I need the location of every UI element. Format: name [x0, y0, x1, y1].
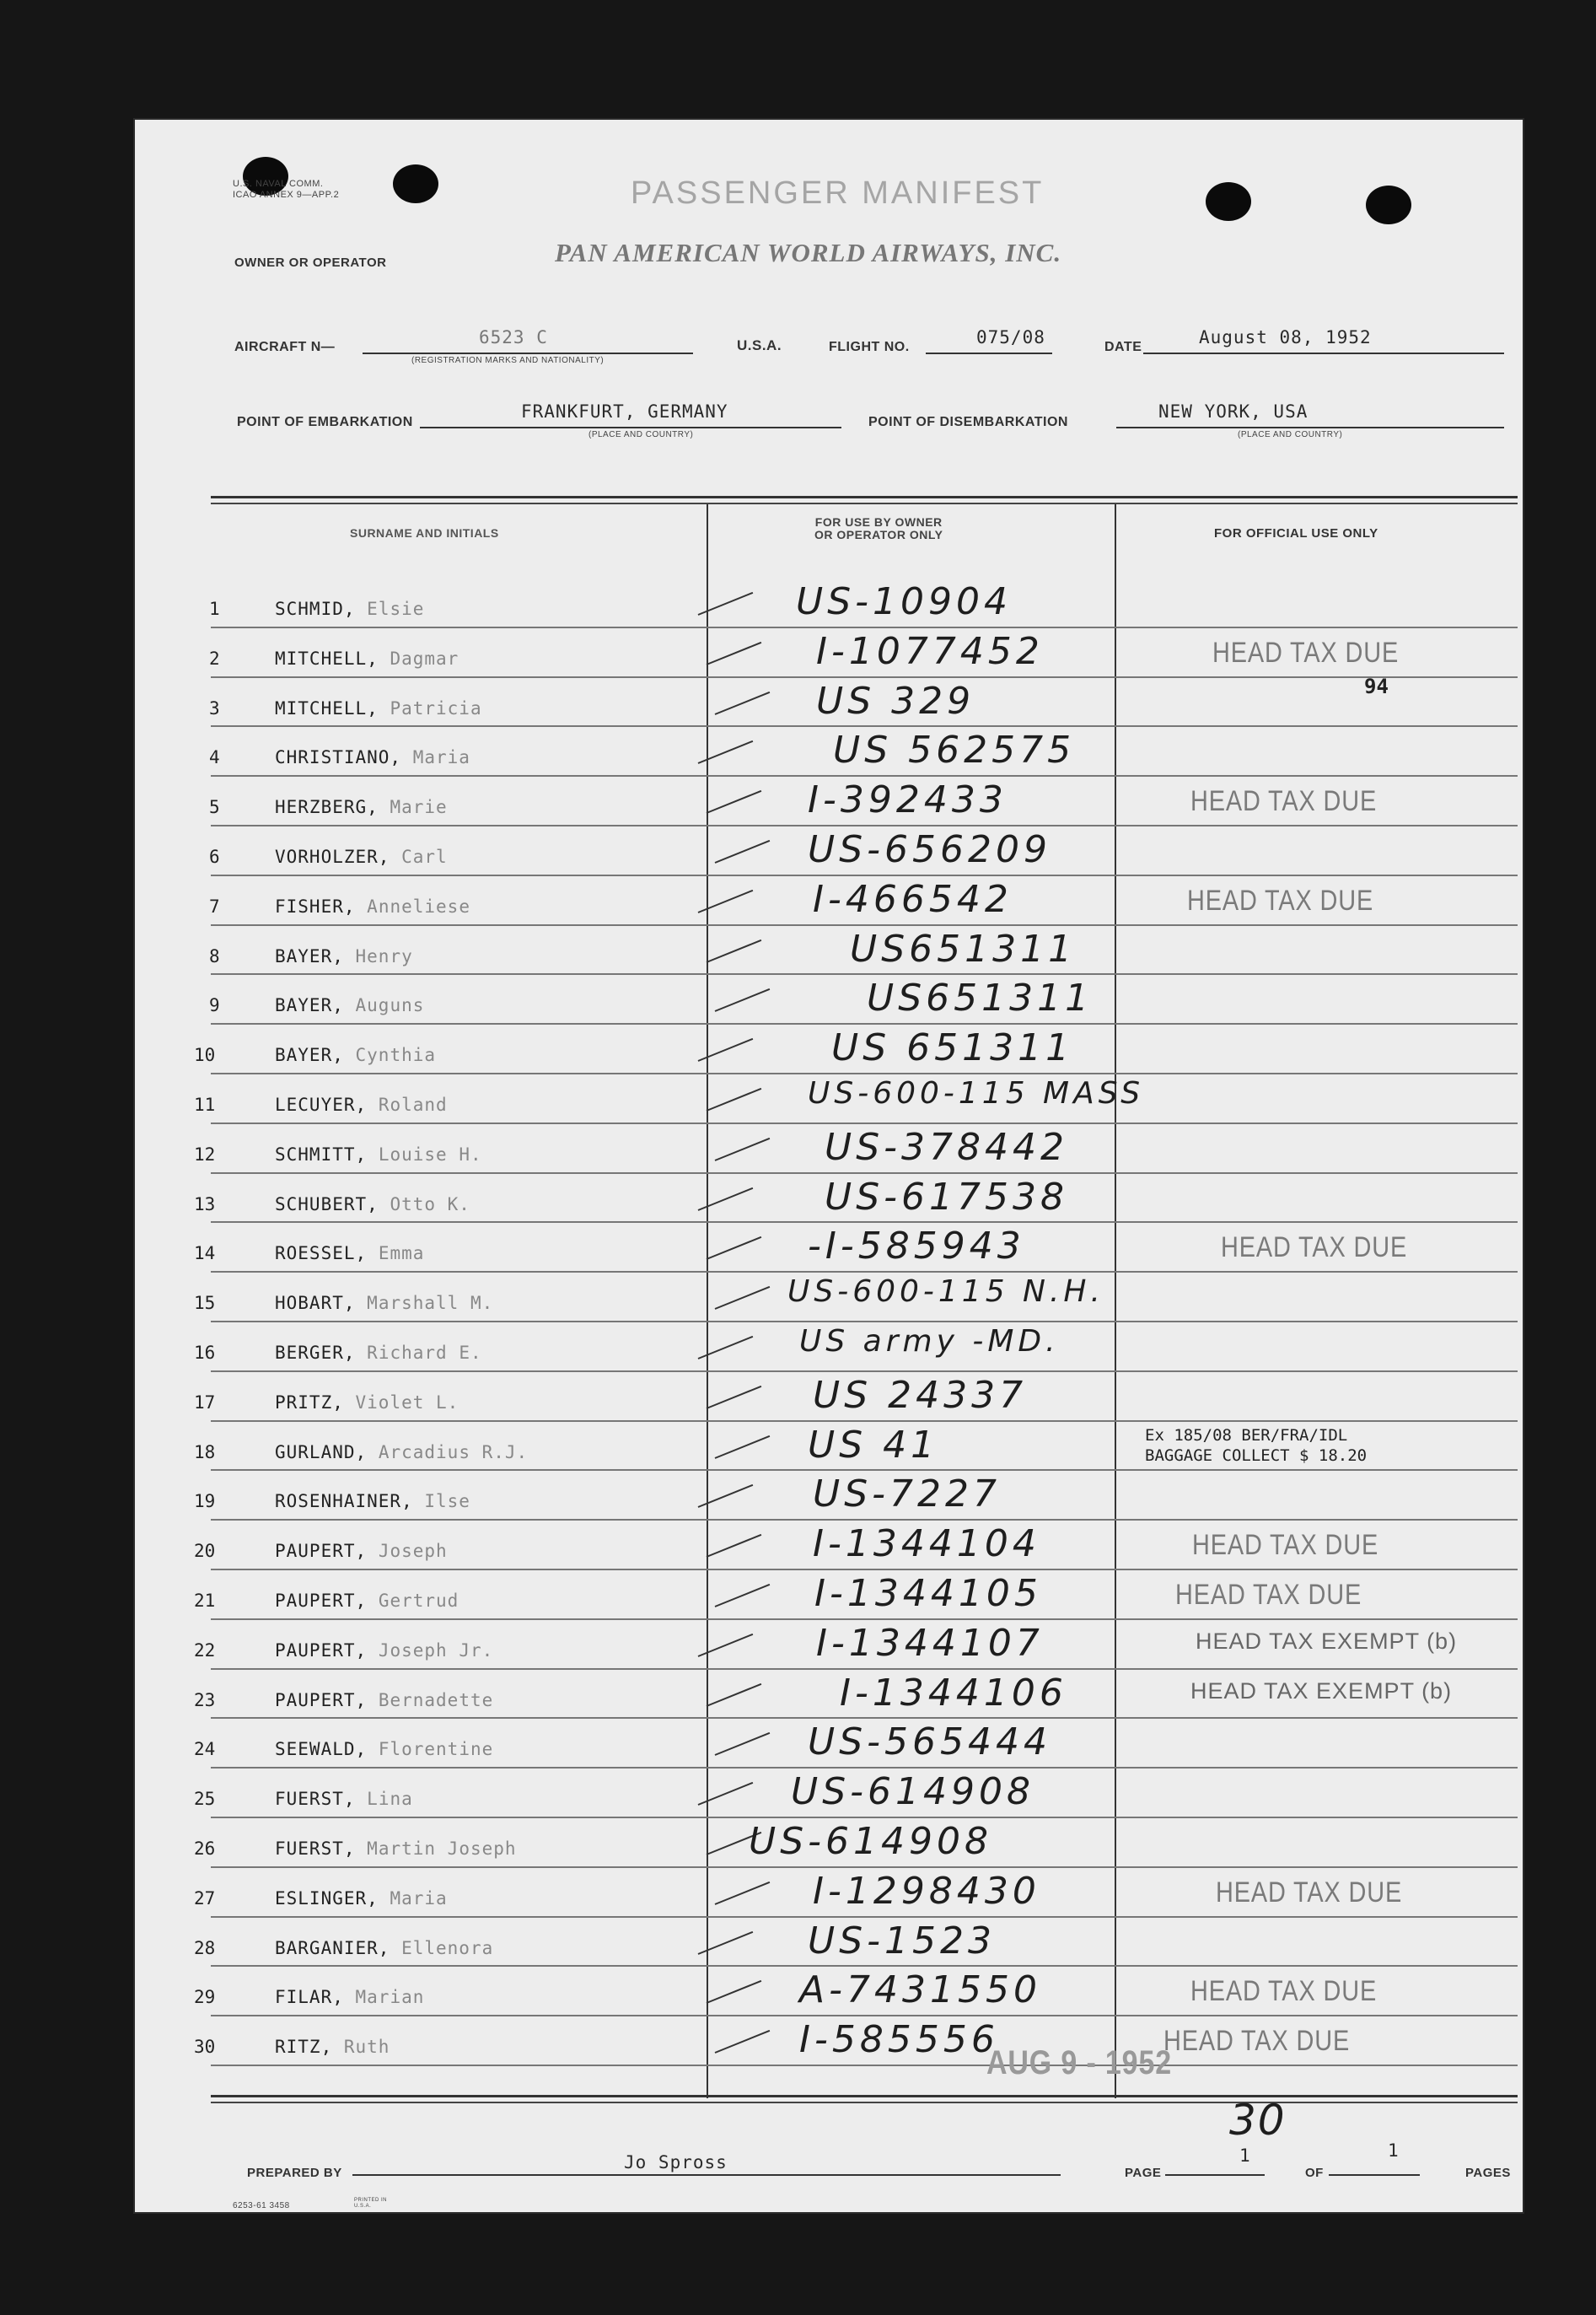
row-number: 1 [209, 599, 220, 619]
passenger-surname: FUERST, [275, 1789, 356, 1810]
row-number: 6 [209, 847, 220, 867]
form-code-line: ICAO ANNEX 9—APP.2 [233, 190, 340, 200]
passenger-surname: SCHUBERT, [275, 1193, 379, 1214]
row-number: 7 [209, 896, 220, 917]
row-number: 27 [194, 1887, 216, 1909]
page-label: PAGE [1125, 2166, 1162, 2180]
embark-label: POINT OF EMBARKATION [237, 415, 413, 429]
prepared-underline [352, 2174, 1061, 2176]
col-header-line: FOR USE BY OWNER [814, 515, 943, 529]
passenger-surname: MITCHELL, [275, 648, 379, 669]
table-row [133, 1374, 1524, 1424]
document-number: US 651311 [831, 1026, 1074, 1070]
document-number: US651311 [850, 927, 1077, 971]
passenger-given-name: Marshall M. [367, 1293, 494, 1314]
passenger-surname: BERGER, [275, 1343, 356, 1363]
row-number: 18 [194, 1441, 216, 1462]
aircraft-underline [363, 353, 693, 354]
document-number: I-392433 [808, 778, 1008, 822]
table-bottom-border [211, 2095, 1518, 2097]
passenger-surname: ROESSEL, [275, 1243, 368, 1264]
row-number: 8 [209, 945, 220, 966]
handwritten-total: 30 [1229, 2096, 1287, 2145]
check-mark [715, 1882, 771, 1905]
date-stamp: AUG 9 - 1952 [986, 2044, 1172, 2081]
passenger-given-name: Cynthia [355, 1045, 437, 1066]
check-mark [707, 1682, 762, 1706]
embark-underline [420, 427, 841, 428]
passenger-name [275, 1442, 528, 1462]
passenger-given-name: Anneliese [367, 896, 470, 917]
document-number: US-565444 [808, 1720, 1051, 1764]
passenger-given-name: Louise H. [378, 1144, 482, 1165]
document-number: US army -MD. [799, 1324, 1060, 1359]
official-note-line: BAGGAGE COLLECT $ 18.20 [1145, 1446, 1368, 1465]
table-row [133, 1672, 1524, 1721]
table-row [133, 778, 1524, 828]
passenger-given-name: Dagmar [390, 648, 459, 669]
passenger-surname: BAYER, [275, 995, 344, 1016]
passenger-given-name: Elsie [367, 599, 425, 619]
passenger-name [275, 946, 413, 966]
table-row [133, 674, 1524, 729]
page-underline [1165, 2174, 1265, 2176]
passenger-surname: VORHOLZER, [275, 847, 390, 867]
owner-label: OWNER OR OPERATOR [234, 256, 387, 270]
row-number: 24 [194, 1739, 216, 1760]
table-row [133, 1820, 1524, 1870]
passenger-name [275, 847, 448, 867]
passenger-given-name: Otto K. [390, 1193, 470, 1214]
passenger-surname: HOBART, [275, 1293, 356, 1314]
row-number: 26 [194, 1839, 216, 1859]
check-mark [707, 1980, 762, 2004]
passenger-given-name: Patricia [390, 697, 482, 719]
document-number: US-600-115 MASS [808, 1076, 1145, 1111]
table-row [133, 630, 1524, 680]
document-number: US-656209 [808, 828, 1051, 871]
table-row [133, 2018, 1524, 2068]
check-mark [698, 592, 754, 616]
passenger-surname: PAUPERT, [275, 1591, 368, 1611]
passenger-surname: FUERST, [275, 1839, 356, 1859]
prepared-value: Jo Spross [624, 2152, 728, 2172]
official-note: HEAD TAX DUE [1221, 1231, 1408, 1264]
row-number: 3 [209, 697, 220, 719]
document-number: US-1523 [808, 1919, 996, 1962]
passenger-surname: ESLINGER, [275, 1887, 379, 1909]
document-number: US-614908 [791, 1770, 1034, 1814]
aircraft-sublabel: (REGISTRATION MARKS AND NATIONALITY) [411, 356, 605, 365]
passenger-given-name: Ruth [343, 2037, 390, 2058]
row-number: 13 [194, 1193, 216, 1214]
table-row [133, 1522, 1524, 1572]
document-number: I-1298430 [813, 1869, 1040, 1913]
official-note: HEAD TAX EXEMPT (b) [1190, 1677, 1453, 1704]
document-number: US 41 [808, 1423, 939, 1467]
check-mark [715, 2030, 771, 2054]
row-number: 30 [194, 2037, 216, 2058]
operator-name: PAN AMERICAN WORLD AIRWAYS, INC. [555, 238, 1062, 267]
date-value: August 08, 1952 [1199, 327, 1372, 347]
passenger-name [275, 2037, 390, 2057]
passenger-surname: MITCHELL, [275, 697, 379, 719]
document-number: US-614908 [749, 1820, 992, 1863]
table-row [133, 1870, 1524, 1919]
manifest-sheet [133, 118, 1524, 2214]
table-row [133, 1076, 1524, 1126]
table-row [133, 1919, 1524, 1969]
table-bottom-border [211, 2102, 1518, 2103]
passenger-given-name: Bernadette [378, 1689, 494, 1710]
check-mark [698, 1782, 754, 1806]
check-mark [707, 1236, 762, 1260]
check-mark [698, 1038, 754, 1062]
document-number: US651311 [867, 977, 1094, 1020]
col-header-official: FOR OFFICIAL USE ONLY [1214, 526, 1378, 541]
row-number: 23 [194, 1689, 216, 1710]
check-mark [715, 691, 771, 714]
official-note: HEAD TAX DUE [1190, 785, 1378, 818]
official-note: 94 [1364, 674, 1389, 698]
passenger-name [275, 1640, 493, 1661]
document-number: US 329 [816, 679, 975, 723]
document-number: US 24337 [813, 1373, 1028, 1417]
row-number: 4 [209, 747, 220, 768]
document-number: I-1344104 [813, 1522, 1040, 1566]
table-row [133, 1968, 1524, 2018]
table-row [133, 928, 1524, 977]
passenger-name [275, 1095, 448, 1115]
row-number: 12 [194, 1144, 216, 1165]
passenger-name [275, 797, 448, 817]
passenger-surname: HERZBERG, [275, 797, 379, 818]
table-row [133, 729, 1524, 778]
document-number: -I-585943 [808, 1225, 1025, 1268]
row-number: 28 [194, 1937, 216, 1958]
check-mark [698, 890, 754, 913]
passenger-surname: SCHMITT, [275, 1144, 368, 1165]
usa-label: U.S.A. [737, 337, 782, 353]
passenger-surname: BAYER, [275, 1045, 344, 1066]
passenger-given-name: Ilse [424, 1491, 470, 1512]
passenger-surname: SEEWALD, [275, 1739, 368, 1760]
check-mark [715, 1286, 771, 1310]
form-code [233, 179, 339, 201]
passenger-name [275, 1491, 470, 1511]
passenger-given-name: Marie [390, 797, 448, 818]
passenger-name [275, 1789, 413, 1809]
row-number: 21 [194, 1591, 216, 1611]
row-number: 10 [194, 1045, 216, 1066]
passenger-name [275, 1690, 493, 1710]
of-value: 1 [1388, 2140, 1400, 2161]
row-number: 5 [209, 797, 220, 818]
pages-label: PAGES [1465, 2166, 1511, 2180]
passenger-given-name: Roland [378, 1095, 448, 1115]
flight-value: 075/08 [976, 327, 1045, 347]
table-top-border [211, 503, 1518, 504]
row-number: 17 [194, 1392, 216, 1413]
table-row [133, 1472, 1524, 1522]
passenger-name [275, 896, 470, 917]
table-top-border [211, 496, 1518, 498]
passenger-name [275, 599, 424, 619]
passenger-given-name: Emma [378, 1243, 425, 1264]
document-number: US-7227 [813, 1472, 1001, 1516]
check-mark [715, 1138, 771, 1161]
document-number: US 562575 [833, 729, 1076, 773]
check-mark [707, 1088, 762, 1112]
passenger-given-name: Maria [412, 747, 470, 768]
official-note [1145, 1425, 1367, 1466]
check-mark [715, 1584, 771, 1607]
check-mark [707, 1386, 762, 1409]
check-mark [698, 1484, 754, 1508]
passenger-surname: PAUPERT, [275, 1689, 368, 1710]
passenger-given-name: Joseph [378, 1541, 448, 1562]
flight-label: FLIGHT NO. [829, 340, 910, 354]
passenger-given-name: Gertrud [378, 1591, 459, 1611]
col-header-operator [814, 516, 943, 541]
table-row [133, 1126, 1524, 1176]
row-number: 20 [194, 1541, 216, 1562]
row-number: 16 [194, 1343, 216, 1363]
official-note: HEAD TAX DUE [1175, 1579, 1362, 1611]
table-row [133, 1424, 1524, 1473]
official-note: HEAD TAX EXEMPT (b) [1196, 1628, 1458, 1654]
flight-underline [926, 353, 1052, 354]
table-row [133, 1225, 1524, 1274]
row-number: 14 [194, 1243, 216, 1264]
row-number: 11 [194, 1095, 216, 1115]
embark-value: FRANKFURT, GERMANY [521, 401, 728, 422]
passenger-name [275, 1739, 493, 1759]
date-underline [1143, 353, 1504, 354]
passenger-surname: GURLAND, [275, 1441, 368, 1462]
passenger-name [275, 1293, 493, 1313]
passenger-name [275, 698, 482, 719]
table-row [133, 1622, 1524, 1672]
table-row [133, 1572, 1524, 1622]
form-code-line: U.S. NAVAL COMM. [233, 179, 324, 189]
embark-sublabel: (PLACE AND COUNTRY) [588, 430, 694, 439]
check-mark [707, 642, 762, 665]
passenger-name [275, 1591, 459, 1611]
passenger-given-name: Violet L. [355, 1392, 459, 1413]
table-row [133, 1770, 1524, 1820]
document-number: US-600-115 N.H. [787, 1274, 1104, 1310]
check-mark [698, 1634, 754, 1657]
passenger-name [275, 1144, 482, 1165]
table-row [133, 1176, 1524, 1225]
row-number: 29 [194, 1987, 216, 2008]
footer-code: 6253-61 3458 [233, 2201, 290, 2210]
passenger-given-name: Auguns [355, 995, 425, 1016]
passenger-given-name: Richard E. [367, 1343, 482, 1363]
check-mark [698, 1930, 754, 1954]
passenger-given-name: Henry [355, 945, 413, 966]
passenger-surname: CHRISTIANO, [275, 747, 402, 768]
passenger-given-name: Florentine [378, 1739, 494, 1760]
footer-printed: PRINTED IN U.S.A. [354, 2198, 388, 2209]
passenger-given-name: Maria [390, 1887, 448, 1909]
document-number: I-585556 [799, 2018, 999, 2062]
passenger-name [275, 1888, 448, 1909]
check-mark [715, 1435, 771, 1458]
passenger-name [275, 649, 459, 669]
passenger-name [275, 1243, 424, 1263]
table-row [133, 1026, 1524, 1076]
punch-hole [1366, 186, 1411, 224]
table-row [133, 1274, 1524, 1324]
document-number: US-10904 [796, 580, 1012, 623]
check-mark [698, 740, 754, 764]
passenger-given-name: Martin Joseph [367, 1839, 517, 1859]
passenger-surname: FISHER, [275, 896, 356, 917]
passenger-name [275, 995, 424, 1015]
check-mark [715, 840, 771, 864]
row-number: 19 [194, 1491, 216, 1512]
document-number: I-1344107 [816, 1621, 1044, 1665]
document-number: I-466542 [813, 877, 1013, 921]
passenger-surname: BAYER, [275, 945, 344, 966]
aircraft-label: AIRCRAFT N— [234, 340, 336, 354]
of-label: OF [1305, 2166, 1324, 2180]
passenger-name [275, 1839, 517, 1859]
check-mark [698, 1336, 754, 1359]
disembark-sublabel: (PLACE AND COUNTRY) [1238, 430, 1343, 439]
official-note: HEAD TAX DUE [1163, 2025, 1351, 2058]
col-header-line: OR OPERATOR ONLY [814, 528, 943, 541]
passenger-name [275, 747, 470, 767]
official-note: HEAD TAX DUE [1187, 884, 1374, 917]
official-note: HEAD TAX DUE [1216, 1876, 1403, 1909]
document-number: US-617538 [825, 1175, 1068, 1219]
of-underline [1329, 2174, 1420, 2176]
check-mark [715, 988, 771, 1012]
check-mark [707, 1534, 762, 1558]
punch-hole [393, 164, 438, 203]
passenger-name [275, 1343, 482, 1363]
official-note: HEAD TAX DUE [1212, 636, 1400, 669]
table-row [133, 580, 1524, 630]
check-mark [698, 1187, 754, 1210]
official-note: HEAD TAX DUE [1192, 1529, 1379, 1562]
passenger-surname: RITZ, [275, 2037, 333, 2058]
disembark-underline [1116, 427, 1504, 428]
passenger-given-name: Ellenora [401, 1937, 494, 1958]
document-number: US-378442 [825, 1125, 1068, 1169]
passenger-given-name: Marian [355, 1987, 425, 2008]
passenger-name [275, 1541, 448, 1561]
table-row [133, 977, 1524, 1026]
official-note: HEAD TAX DUE [1190, 1975, 1378, 2008]
table-row [133, 878, 1524, 928]
row-number: 2 [209, 648, 220, 669]
col-header-surname: SURNAME AND INITIALS [350, 526, 499, 540]
passenger-given-name: Joseph Jr. [378, 1639, 494, 1661]
page-value: 1 [1239, 2145, 1251, 2166]
table-row [133, 1720, 1524, 1770]
form-title: PASSENGER MANIFEST [631, 175, 1045, 211]
disembark-value: NEW YORK, USA [1158, 401, 1309, 422]
passenger-name [275, 1194, 470, 1214]
check-mark [707, 790, 762, 814]
table-row [133, 1324, 1524, 1374]
passenger-name [275, 1938, 493, 1958]
document-number: I-1077452 [816, 629, 1044, 673]
document-number: I-1344106 [840, 1671, 1067, 1715]
passenger-surname: PAUPERT, [275, 1639, 368, 1661]
passenger-given-name: Carl [401, 847, 448, 867]
official-note-line: Ex 185/08 BER/FRA/IDL [1145, 1425, 1348, 1445]
passenger-surname: FILAR, [275, 1987, 344, 2008]
prepared-label: PREPARED BY [247, 2166, 342, 2180]
check-mark [715, 1732, 771, 1756]
row-number: 15 [194, 1293, 216, 1314]
passenger-surname: PAUPERT, [275, 1541, 368, 1562]
passenger-name [275, 1045, 436, 1065]
passenger-surname: SCHMID, [275, 599, 356, 619]
document-number: A-7431550 [799, 1968, 1041, 2012]
document-number: I-1344105 [814, 1572, 1042, 1615]
check-mark [707, 939, 762, 962]
passenger-name [275, 1987, 424, 2007]
passenger-surname: BARGANIER, [275, 1937, 390, 1958]
passenger-surname: PRITZ, [275, 1392, 344, 1413]
date-label: DATE [1104, 340, 1142, 354]
passenger-surname: ROSENHAINER, [275, 1491, 413, 1512]
table-row [133, 828, 1524, 878]
passenger-given-name: Lina [367, 1789, 413, 1810]
row-number: 9 [209, 995, 220, 1016]
row-number: 22 [194, 1639, 216, 1661]
disembark-label: POINT OF DISEMBARKATION [868, 415, 1068, 429]
passenger-name [275, 1392, 459, 1413]
passenger-given-name: Arcadius R.J. [378, 1441, 529, 1462]
aircraft-value: 6523 C [479, 327, 548, 347]
punch-hole [1206, 182, 1251, 221]
row-number: 25 [194, 1789, 216, 1810]
passenger-surname: LECUYER, [275, 1095, 368, 1115]
